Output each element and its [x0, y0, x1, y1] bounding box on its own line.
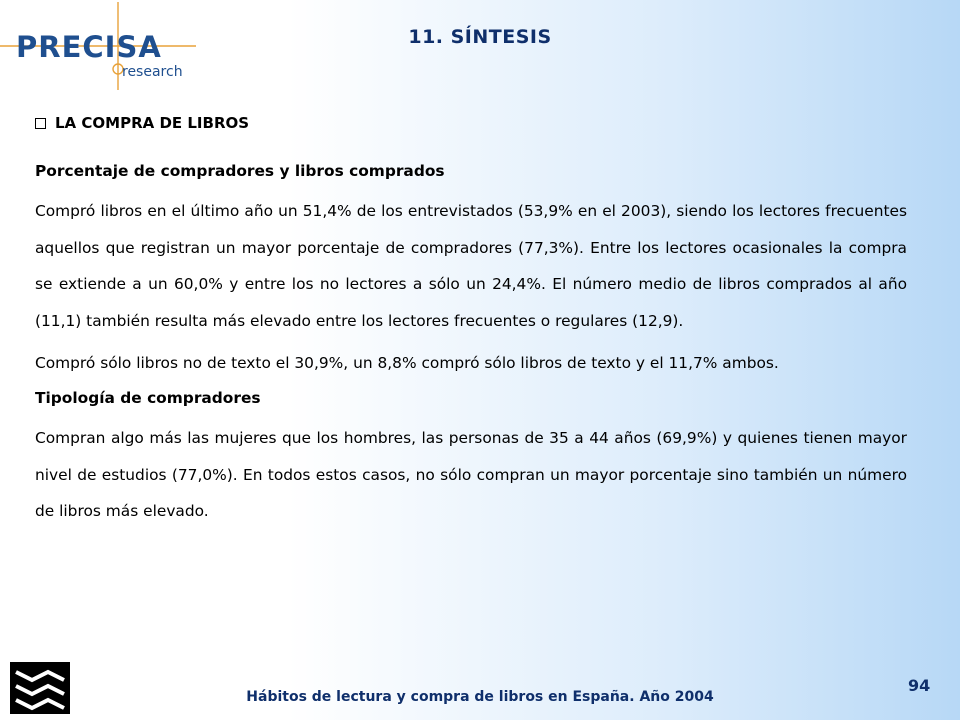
bullet-heading	[35, 112, 907, 134]
bullet-heading-text: LA COMPRA DE LIBROS	[55, 114, 250, 132]
section-title: 11. SÍNTESIS	[408, 26, 552, 48]
footer-text: Hábitos de lectura y compra de libros en España. Año 2004	[246, 689, 714, 705]
paragraph-buyer-typology: Compran algo más las mujeres que los hombres, las personas de 35 a 44 años (69,9%) y quienes tienen mayor nivel de estudios (77,0%). En todos estos casos, no sólo compran un mayor porcentaje sino también un número de libros más elevado.	[35, 429, 907, 520]
paragraph-book-types: Compró sólo libros no de texto el 30,9%, un 8,8% compró sólo libros de texto y el 11,7% ambos.	[35, 354, 779, 372]
page-number: 94	[908, 676, 931, 695]
paragraph-buyers-percentage: Compró libros en el último año un 51,4% de los entrevistados (53,9% en el 2003), siendo los lectores frecuentes aquellos que registran un mayor porcentaje de compradores (77,3%). Entre los lectores ocasionales la compra se extiende a un 60,0% y entre los no lectores a sólo un 24,4%. El número medio de libros comprados al año (11,1) también resulta más elevado entre los lectores frecuentes o regulares (12,9).	[35, 202, 907, 330]
subheading-buyers-percentage: Porcentaje de compradores y libros comprados	[35, 162, 445, 180]
publisher-logo-icon	[10, 662, 70, 714]
logo-wordmark: PRECISA	[16, 30, 162, 64]
main-content	[35, 112, 907, 530]
logo-subtitle: research	[122, 64, 183, 80]
subheading-buyer-typology: Tipología de compradores	[35, 389, 261, 407]
checkbox-bullet-icon	[35, 118, 46, 129]
